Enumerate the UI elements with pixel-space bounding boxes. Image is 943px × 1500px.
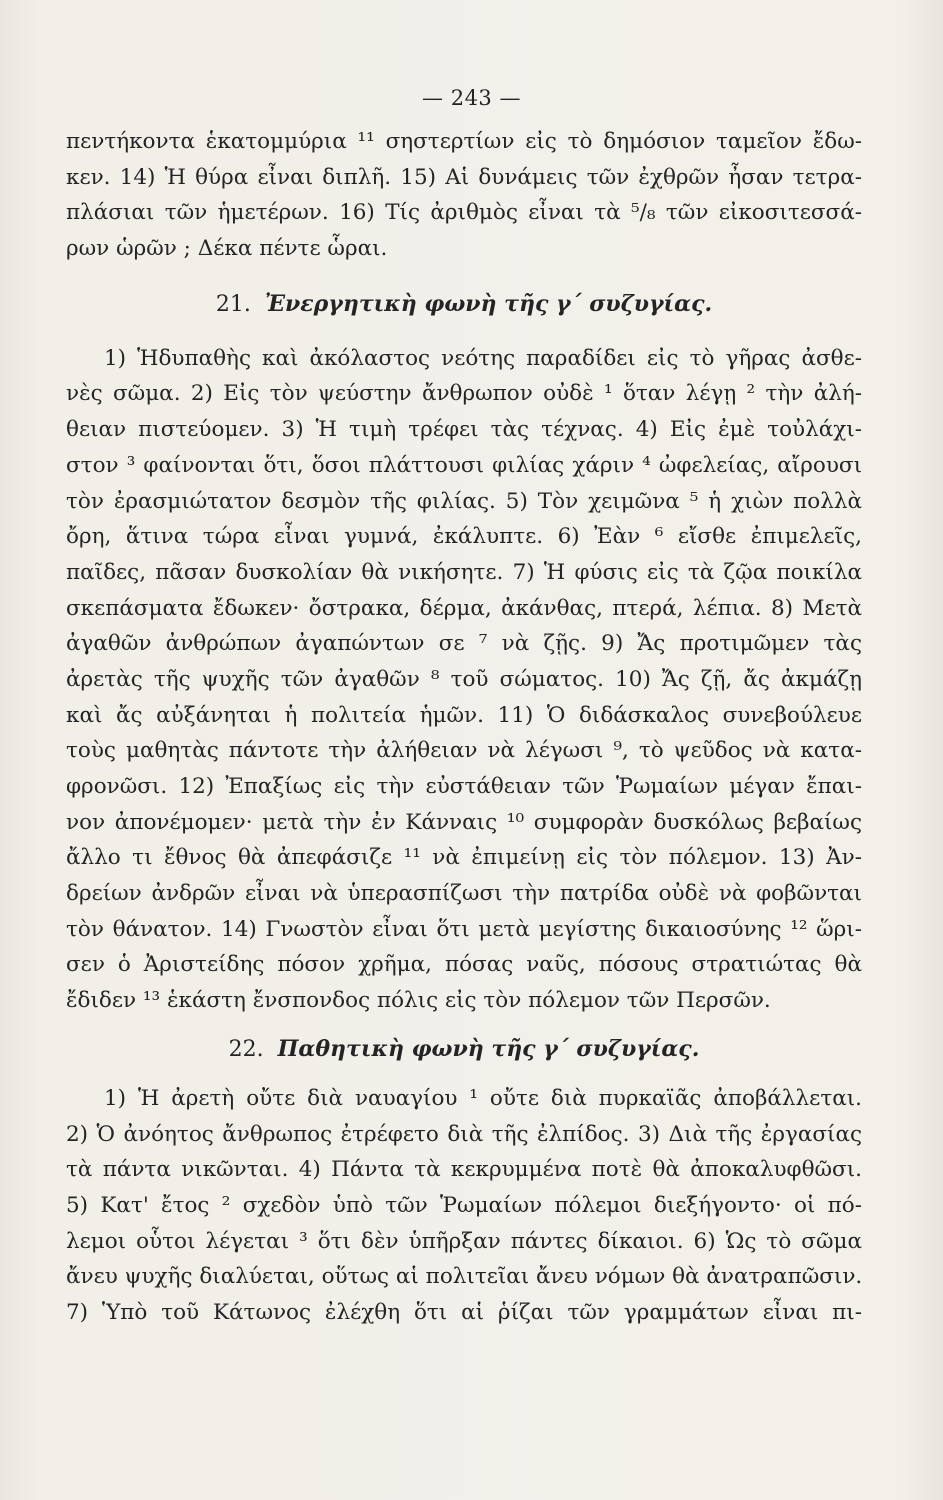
text-line: κεν. 14) Ἡ θύρα εἶναι διπλῆ. 15) Αἱ δυνάμεις τῶν ἐχθρῶν ἦσαν τετρα- (66, 164, 862, 190)
text-line: λεμοι οὗτοι λέγεται ³ ὅτι δὲν ὑπῆρξαν πάντες δίκαιοι. 6) Ὡς τὸ σῶμα (66, 1228, 862, 1254)
text-line: τοὺς μαθητὰς πάντοτε τὴν ἀλήθειαν νὰ λέγωσι ⁹, τὸ ψεῦδος νὰ κατα- (66, 738, 862, 764)
text-line: ἄλλο τι ἔθνος θὰ ἀπεφάσιζε ¹¹ νὰ ἐπιμείνῃ εἰς τὸν πόλεμον. 13) Ἀν- (66, 845, 862, 871)
section-21-title: Ἐνεργητικὴ φωνὴ τῆς γ΄ συζυγίας. (264, 290, 713, 317)
text-line: ἀγαθῶν ἀνθρώπων ἀγαπώντων σε ⁷ νὰ ζῇς. 9) Ἄς προτιμῶμεν τὰς (66, 631, 862, 657)
text-line: 1) Ἡδυπαθὴς καὶ ἀκόλαστος νεότης παραδίδει εἰς τὸ γῆρας ἀσθε- (104, 345, 862, 371)
section-21-number: 21. (215, 291, 251, 317)
text-line: νὲς σῶμα. 2) Εἰς τὸν ψεύστην ἄνθρωπον οὐδὲ ¹ ὅταν λέγῃ ² τὴν ἀλή- (66, 381, 862, 407)
section-22-title: Παθητικὴ φωνὴ τῆς γ΄ συζυγίας. (277, 1035, 700, 1062)
text-line: φρονῶσι. 12) Ἐπαξίως εἰς τὴν εὐστάθειαν τῶν Ῥωμαίων μέγαν ἔπαι- (66, 774, 862, 799)
text-line: θειαν πιστεύομεν. 3) Ἡ τιμὴ τρέφει τὰς τέχνας. 4) Εἰς ἐμὲ τοὐλάχι- (66, 417, 862, 443)
text-line: πεντήκοντα ἑκατομμύρια ¹¹ σηστερτίων εἰς τὸ δημόσιον ταμεῖον ἔδω- (66, 129, 862, 154)
text-line: καὶ ἄς αὐξάνηται ἡ πολιτεία ἡμῶν. 11) Ὁ διδάσκαλος συνεβούλευε (66, 702, 862, 728)
text-line: σκεπάσματα ἔδωκεν· ὄστρακα, δέρμα, ἀκάνθας, πτερά, λέπια. 8) Μετὰ (66, 595, 862, 621)
section-22-number: 22. (228, 1036, 264, 1062)
text-line: νον ἀπονέμομεν· μετὰ τὴν ἐν Κάνναις ¹⁰ συμφορὰν δυσκόλως βεβαίως (66, 809, 862, 835)
text-line: τὸν θάνατον. 14) Γνωστὸν εἶναι ὅτι μετὰ μεγίστης δικαιοσύνης ¹² ὥρι- (66, 916, 862, 942)
text-line: 1) Ἡ ἀρετὴ οὔτε διὰ ναυαγίου ¹ οὔτε διὰ πυρκαϊᾶς ἀποβάλλεται. (104, 1085, 862, 1111)
text-line: 2) Ὁ ἀνόητος ἄνθρωπος ἐτρέφετο διὰ τῆς ἐλπίδος. 3) Διὰ τῆς ἐργασίας (66, 1121, 862, 1147)
text-line: δρείων ἀνδρῶν εἶναι νὰ ὑπερασπίζωσι τὴν πατρίδα οὐδὲ νὰ φοβῶνται (66, 881, 862, 907)
text-line: ἄνευ ψυχῆς διαλύεται, οὕτως αἱ πολιτεῖαι ἄνευ νόμων θὰ ἀνατραπῶσιν. (66, 1264, 863, 1290)
section-22-heading (66, 1031, 862, 1067)
text-line: ἔδιδεν ¹³ ἑκάστη ἔνσπονδος πόλις εἰς τὸν πόλεμον τῶν Περσῶν. (66, 988, 771, 1014)
text-line: ὄρη, ἅτινα τώρα εἶναι γυμνά, ἐκάλυπτε. 6) Ἐὰν ⁶ εἴσθε ἐπιμελεῖς, (66, 524, 862, 550)
page-number: — 243 — (422, 86, 521, 110)
text-line: ἀρετὰς τῆς ψυχῆς τῶν ἀγαθῶν ⁸ τοῦ σώματος. 10) Ἄς ζῇ, ἄς ἀκμάζῃ (66, 666, 862, 692)
text-line: σεν ὁ Ἀριστείδης πόσον χρῆμα, πόσας ναῦς, πόσους στρατιώτας θὰ (66, 952, 862, 978)
text-line: τὸν ἐρασμιώτατον δεσμὸν τῆς φιλίας. 5) Τὸν χειμῶνα ⁵ ἡ χιὼν πολλὰ (66, 488, 862, 514)
text-line: πλάσιαι τῶν ἡμετέρων. 16) Τίς ἀριθμὸς εἶναι τὰ ⁵/₈ τῶν εἰκοσιτεσσά- (66, 200, 862, 226)
text-line: 7) Ὑπὸ τοῦ Κάτωνος ἐλέχθη ὅτι αἱ ῥίζαι τῶν γραμμάτων εἶναι πι- (66, 1299, 862, 1325)
text-line: ρων ὡρῶν ; Δέκα πέντε ὧραι. (66, 236, 388, 262)
page-body (66, 124, 862, 1331)
section-21-heading (66, 286, 862, 322)
text-line: παῖδες, πᾶσαν δυσκολίαν θὰ νικήσητε. 7) Ἡ φύσις εἰς τὰ ζῷα ποικίλα (66, 559, 862, 585)
text-line: στον ³ φαίνονται ὅτι, ὅσοι πλάττουσι φιλίας χάριν ⁴ ὠφελείας, αἴρουσι (66, 452, 862, 478)
text-line: τὰ πάντα νικῶνται. 4) Πάντα τὰ κεκρυμμένα ποτὲ θὰ ἀποκαλυφθῶσι. (66, 1157, 862, 1183)
text-line: 5) Κατ' ἔτος ² σχεδὸν ὑπὸ τῶν Ῥωμαίων πόλεμοι διεξήγοντο· οἱ πό- (66, 1192, 862, 1218)
